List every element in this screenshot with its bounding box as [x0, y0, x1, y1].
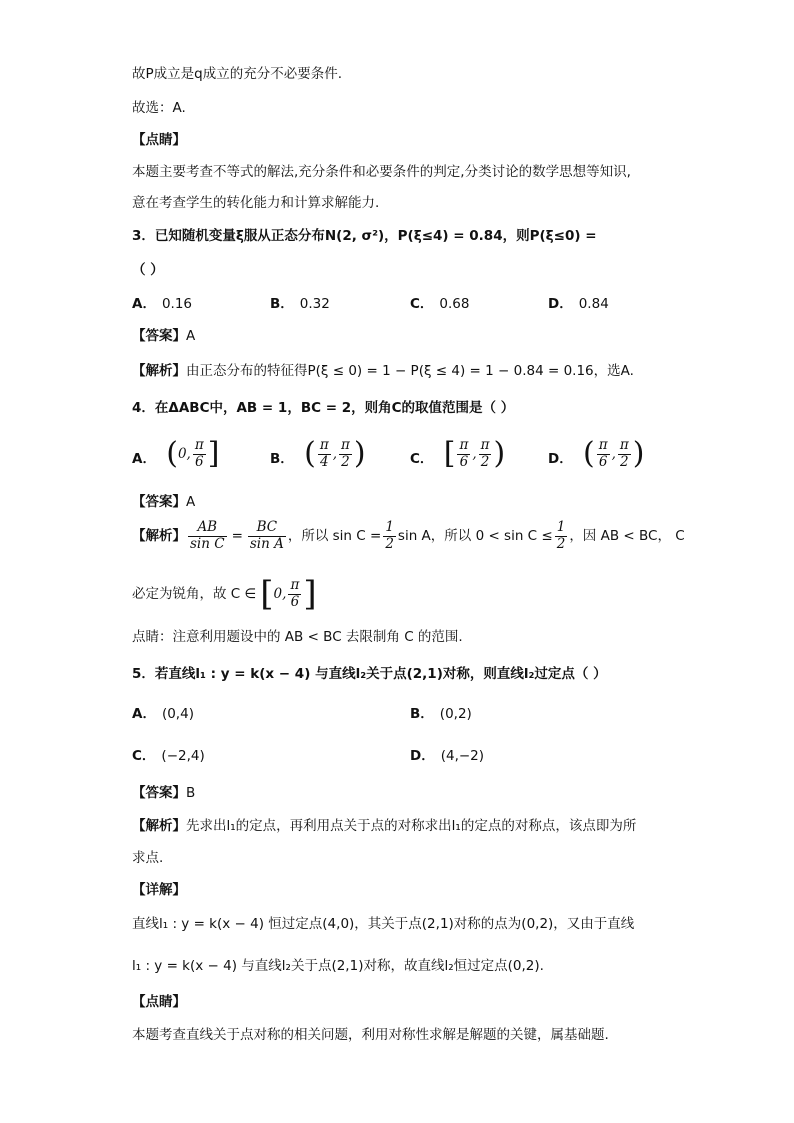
q3-explanation: 【解析】由正态分布的特征得P(ξ ≤ 0) = 1 − P(ξ ≤ 4) = 1 − 0.84 = 0.16，选A.: [132, 363, 634, 379]
question-3-stem: 3．已知随机变量ξ服从正态分布N(2, σ²)，P(ξ≤4) = 0.84，则P(ξ≤0) =: [132, 228, 597, 244]
q4-answer: 【答案】A: [132, 494, 196, 510]
q5-explanation: 【解析】先求出l₁的定点，再利用点关于点的对称求出l₁的定点的对称点，该点即为所: [132, 818, 637, 834]
text-line: 故选：A.: [132, 100, 186, 116]
q3-answer: 【答案】A: [132, 328, 196, 344]
text-line: 本题主要考查不等式的解法,充分条件和必要条件的判定,分类讨论的数学思想等知识,: [132, 164, 631, 180]
q5-note-tag: 【点睛】: [132, 994, 186, 1010]
question-3-paren: （ ）: [132, 262, 164, 278]
q5-option-b: B． (0,2): [410, 706, 472, 722]
question-4-stem: 4．在ΔABC中，AB = 1，BC = 2，则角C的取值范围是（ ）: [132, 400, 515, 416]
q5-detail-line: l₁ : y = k(x − 4) 与直线l₂关于点(2,1)对称，故直线l₂恒过定点(0,2).: [132, 958, 544, 974]
q5-note: 本题考查直线关于点对称的相关问题，利用对称性求解是解题的关键，属基础题.: [132, 1027, 609, 1043]
q5-explanation-cont: 求点.: [132, 850, 164, 866]
q3-option-a: A． 0.16: [132, 296, 193, 312]
q3-option-d: D． 0.84: [548, 296, 609, 312]
q4-option-a: A． ( 0, $\frac{\pi}{6}$ ]: [132, 436, 220, 471]
q5-answer: 【答案】B: [132, 785, 196, 801]
q5-detail-tag: 【详解】: [132, 882, 186, 898]
q4-explanation: 【解析】 $\frac{AB}{\text{sin C}}$ = $\frac{BC}{\text{sin A}}$ ，所以 sin C = $\frac{1}{2}$ sin A，所以 0 < sin C ≤ $\frac{1}{2}$ ，因 AB < BC， C: [132, 519, 685, 552]
q5-option-a: A． (0,4): [132, 706, 194, 722]
q4-option-d: D． ( $\frac{\pi}{6}$ , $\frac{\pi}{2}$ ): [548, 436, 645, 471]
question-5-stem: 5．若直线l₁ : y = k(x − 4) 与直线l₂关于点(2,1)对称，则直线l₂过定点（ ）: [132, 666, 607, 682]
q5-option-d: D． (4,−2): [410, 748, 485, 764]
q3-option-c: C． 0.68: [410, 296, 470, 312]
text-line: 意在考查学生的转化能力和计算求解能力.: [132, 195, 380, 211]
q4-option-b: B． ( $\frac{\pi}{4}$ , $\frac{\pi}{2}$ ): [270, 436, 366, 471]
q4-note: 点睛：注意利用题设中的 AB < BC 去限制角 C 的范围.: [132, 629, 463, 645]
q4-explanation-cont: 必定为锐角，故 C ∈ [ 0, $\frac{\pi}{6}$ ]: [132, 574, 317, 614]
section-tag: 【点睛】: [132, 132, 186, 148]
text-line: 故P成立是q成立的充分不必要条件.: [132, 66, 343, 82]
q5-detail-line: 直线l₁ : y = k(x − 4) 恒过定点(4,0)，其关于点(2,1)对称的点为(0,2)，又由于直线: [132, 916, 635, 932]
q4-option-c: C． [ $\frac{\pi}{6}$ , $\frac{\pi}{2}$ ): [410, 436, 506, 471]
q5-option-c: C． (−2,4): [132, 748, 205, 764]
q3-option-b: B． 0.32: [270, 296, 330, 312]
